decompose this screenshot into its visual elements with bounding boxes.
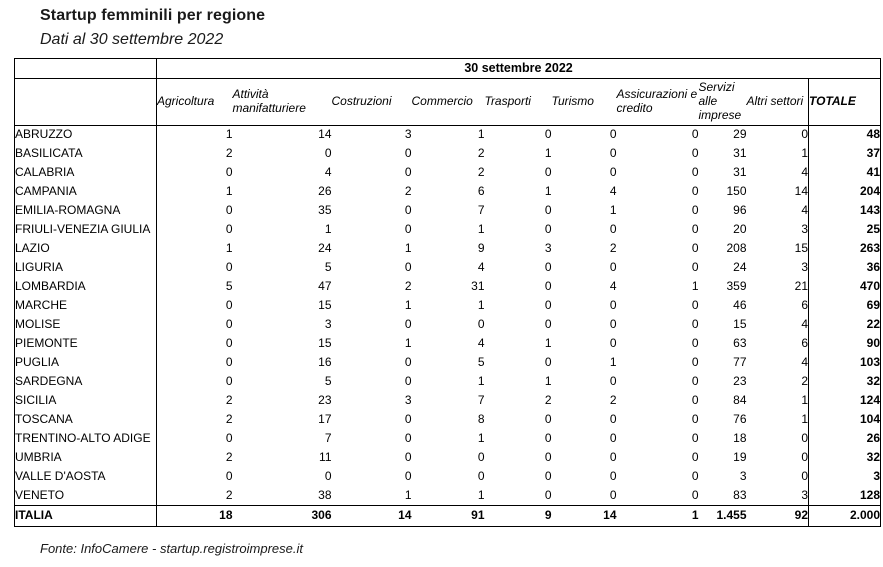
table-cell: 128 [809, 487, 881, 506]
table-cell: 0 [404, 412, 412, 427]
table-cell: 3 [404, 393, 412, 408]
table-cell: 143 [809, 202, 881, 221]
column-header: TOTALE [809, 79, 881, 126]
table-cell: 3 [404, 127, 412, 142]
table-cell: 470 [809, 278, 881, 297]
column-header: Agricoltura [157, 79, 233, 126]
table-cell: 1 [404, 336, 412, 351]
table-cell: 2 [225, 487, 233, 502]
table-cell: 25 [809, 221, 881, 240]
table-cell: 1 [225, 241, 233, 256]
table-cell: 1 [324, 222, 332, 237]
total-cell: 9 [485, 506, 552, 527]
region-label: LIGURIA [15, 259, 157, 278]
table-row [15, 297, 881, 316]
table-cell: 0 [609, 412, 617, 427]
table-cell: 0 [691, 487, 699, 502]
table-cell: 0 [691, 450, 699, 465]
table-cell: 0 [404, 222, 412, 237]
table-cell: 1 [609, 203, 617, 218]
table-row [15, 164, 881, 183]
table-cell: 103 [809, 354, 881, 373]
table-cell: 0 [404, 317, 412, 332]
table-cell: 4 [477, 260, 485, 275]
region-label: TRENTINO-ALTO ADIGE [15, 430, 157, 449]
table-cell: 0 [609, 222, 617, 237]
page-title: Startup femminili per regione [40, 7, 266, 24]
table-cell: 15 [733, 317, 747, 332]
table-cell: 5 [324, 260, 332, 275]
table-cell: 0 [225, 374, 233, 389]
table-cell: 11 [319, 450, 332, 465]
table-cell: 36 [809, 259, 881, 278]
table-cell: 9 [477, 241, 485, 256]
table-cell: 17 [318, 412, 332, 427]
table-cell: 0 [225, 260, 233, 275]
column-header: Trasporti [485, 79, 552, 126]
table-cell: 0 [691, 393, 699, 408]
table-cell: 1 [544, 184, 552, 199]
table-cell: 0 [691, 203, 699, 218]
table-cell: 5 [225, 279, 233, 294]
total-cell: 1 [617, 506, 699, 527]
table-cell: 24 [733, 260, 747, 275]
total-cell: 91 [412, 506, 485, 527]
table-cell: 31 [733, 165, 747, 180]
table-row [15, 126, 881, 145]
table-cell: 0 [801, 450, 808, 465]
region-label: PIEMONTE [15, 335, 157, 354]
table-cell: 0 [225, 355, 233, 370]
table-row [15, 183, 881, 202]
table-cell: 14 [318, 127, 332, 142]
region-label: MOLISE [15, 316, 157, 335]
table-cell: 0 [477, 469, 485, 484]
table-cell: 0 [324, 146, 332, 161]
table-cell: 1 [691, 279, 699, 294]
table-cell: 26 [809, 430, 881, 449]
table-cell: 23 [318, 393, 332, 408]
table-cell: 24 [318, 241, 332, 256]
total-cell: 306 [233, 506, 332, 527]
table-cell: 0 [691, 469, 699, 484]
table-cell: 3 [739, 469, 747, 484]
table-cell: 76 [733, 412, 747, 427]
table-cell: 35 [318, 203, 332, 218]
table-cell: 0 [609, 127, 617, 142]
region-label: PUGLIA [15, 354, 157, 373]
table-cell: 3 [324, 317, 332, 332]
table-cell: 1 [544, 146, 552, 161]
table-cell: 0 [544, 487, 552, 502]
table-cell: 83 [733, 487, 747, 502]
columns-row [15, 79, 881, 126]
table-cell: 0 [609, 260, 617, 275]
column-header: Assicurazioni e credito [617, 79, 699, 126]
table-cell: 0 [609, 431, 617, 446]
table-cell: 0 [404, 165, 412, 180]
table-cell: 0 [544, 355, 552, 370]
table-cell: 20 [733, 222, 747, 237]
table-cell: 0 [544, 279, 552, 294]
table-cell: 46 [733, 298, 747, 313]
table-cell: 0 [691, 355, 699, 370]
total-cell: 2.000 [809, 506, 881, 527]
table-cell: 0 [225, 431, 233, 446]
table-cell: 0 [691, 222, 699, 237]
table-cell: 0 [404, 469, 412, 484]
table-row [15, 373, 881, 392]
table-cell: 0 [225, 317, 233, 332]
table-cell: 2 [225, 393, 233, 408]
table-cell: 4 [609, 279, 617, 294]
table-cell: 0 [609, 469, 617, 484]
region-label: TOSCANA [15, 411, 157, 430]
table-cell: 63 [733, 336, 747, 351]
table-cell: 1 [801, 412, 808, 427]
table-cell: 0 [404, 260, 412, 275]
table-row [15, 221, 881, 240]
table-cell: 22 [809, 316, 881, 335]
table-row [15, 468, 881, 487]
table-row [15, 430, 881, 449]
table-cell: 7 [324, 431, 332, 446]
table-cell: 47 [318, 279, 332, 294]
table-cell: 0 [609, 317, 617, 332]
table-cell: 7 [477, 203, 485, 218]
table-cell: 4 [801, 165, 808, 180]
region-label: LOMBARDIA [15, 278, 157, 297]
table-cell: 4 [477, 336, 485, 351]
table-cell: 0 [404, 374, 412, 389]
total-cell: 14 [332, 506, 412, 527]
table-cell: 0 [404, 355, 412, 370]
table-cell: 1 [801, 393, 808, 408]
table-cell: 1 [404, 487, 412, 502]
table-cell: 0 [691, 127, 699, 142]
table-cell: 0 [691, 431, 699, 446]
table-cell: 0 [609, 450, 617, 465]
table-cell: 15 [794, 241, 808, 256]
table-cell: 0 [691, 146, 699, 161]
table-cell: 2 [404, 184, 412, 199]
table-cell: 1 [477, 431, 485, 446]
table-row [15, 335, 881, 354]
table-cell: 0 [225, 222, 233, 237]
region-label: BASILICATA [15, 145, 157, 164]
table-cell: 0 [691, 260, 699, 275]
table-cell: 0 [544, 450, 552, 465]
table-cell: 2 [225, 146, 233, 161]
table-cell: 84 [733, 393, 747, 408]
table-cell: 1 [477, 298, 485, 313]
column-header: Commercio [412, 79, 485, 126]
total-cell: 18 [157, 506, 233, 527]
total-cell: 14 [552, 506, 617, 527]
table-cell: 0 [477, 450, 485, 465]
table-cell: 0 [544, 165, 552, 180]
table-cell: 2 [225, 450, 233, 465]
table-cell: 6 [477, 184, 485, 199]
region-label: CALABRIA [15, 164, 157, 183]
table-cell: 7 [477, 393, 485, 408]
column-header: Attività manifatturiere [233, 79, 332, 126]
table-cell: 4 [801, 317, 808, 332]
table-cell: 0 [609, 487, 617, 502]
table-cell: 0 [691, 298, 699, 313]
table-cell: 4 [801, 203, 808, 218]
source-note: Fonte: InfoCamere - startup.registroimprese.it [40, 541, 303, 556]
table-cell: 96 [733, 203, 747, 218]
table-cell: 6 [801, 298, 808, 313]
region-column-header [15, 79, 157, 126]
total-cell: 92 [747, 506, 809, 527]
table-cell: 0 [404, 450, 412, 465]
date-header: 30 settembre 2022 [157, 59, 881, 79]
table-cell: 0 [801, 127, 808, 142]
table-cell: 32 [809, 373, 881, 392]
table-cell: 1 [544, 374, 552, 389]
region-label: UMBRIA [15, 449, 157, 468]
corner-cell [15, 59, 157, 79]
table-cell: 5 [324, 374, 332, 389]
region-label: ABRUZZO [15, 126, 157, 145]
table-cell: 1 [609, 355, 617, 370]
table-cell: 2 [225, 412, 233, 427]
table-cell: 2 [609, 241, 617, 256]
table-cell: 2 [801, 374, 808, 389]
table-cell: 29 [733, 127, 747, 142]
table-cell: 6 [801, 336, 808, 351]
table-cell: 0 [544, 317, 552, 332]
page-subtitle: Dati al 30 settembre 2022 [40, 31, 224, 48]
table-cell: 0 [544, 127, 552, 142]
table-cell: 69 [809, 297, 881, 316]
table-cell: 37 [809, 145, 881, 164]
table-cell: 0 [477, 317, 485, 332]
table-cell: 104 [809, 411, 881, 430]
table-row [15, 259, 881, 278]
table-cell: 150 [726, 184, 747, 199]
column-header: Servizi alle imprese [699, 79, 747, 126]
region-label: SARDEGNA [15, 373, 157, 392]
table-cell: 0 [691, 165, 699, 180]
table-row [15, 316, 881, 335]
table-cell: 0 [404, 431, 412, 446]
table-cell: 26 [318, 184, 332, 199]
table-cell: 0 [544, 431, 552, 446]
table-cell: 1 [225, 184, 233, 199]
table-cell: 0 [225, 336, 233, 351]
startup-table [14, 58, 881, 527]
region-label: MARCHE [15, 297, 157, 316]
date-header-row [15, 59, 881, 79]
table-cell: 77 [733, 355, 747, 370]
table-cell: 0 [691, 241, 699, 256]
table-cell: 0 [544, 469, 552, 484]
table-cell: 21 [794, 279, 808, 294]
table-cell: 1 [477, 374, 485, 389]
region-label: CAMPANIA [15, 183, 157, 202]
column-header: Altri settori [747, 79, 809, 126]
table-cell: 0 [609, 374, 617, 389]
table-cell: 208 [726, 241, 747, 256]
table-cell: 90 [809, 335, 881, 354]
table-cell: 1 [477, 222, 485, 237]
table-cell: 23 [733, 374, 747, 389]
table-cell: 1 [225, 127, 233, 142]
table-cell: 2 [404, 279, 412, 294]
total-region-label: ITALIA [15, 506, 157, 527]
table-cell: 15 [318, 336, 332, 351]
table-row [15, 487, 881, 506]
table-cell: 2 [477, 165, 485, 180]
region-label: VALLE D'AOSTA [15, 468, 157, 487]
table-row [15, 145, 881, 164]
table-cell: 15 [318, 298, 332, 313]
table-cell: 3 [801, 222, 808, 237]
table-cell: 0 [691, 336, 699, 351]
table-row [15, 392, 881, 411]
table-cell: 41 [809, 164, 881, 183]
table-cell: 0 [404, 203, 412, 218]
table-cell: 0 [609, 165, 617, 180]
table-cell: 0 [691, 374, 699, 389]
table-cell: 0 [544, 298, 552, 313]
table-cell: 1 [404, 241, 412, 256]
table-row [15, 411, 881, 430]
table-row [15, 278, 881, 297]
table-cell: 8 [477, 412, 485, 427]
table-cell: 3 [809, 468, 881, 487]
table-cell: 18 [733, 431, 747, 446]
table-cell: 0 [609, 146, 617, 161]
table-row [15, 449, 881, 468]
table-cell: 204 [809, 183, 881, 202]
table-cell: 2 [609, 393, 617, 408]
table-cell: 4 [324, 165, 332, 180]
table-cell: 359 [726, 279, 747, 294]
table-cell: 3 [801, 260, 808, 275]
table-cell: 31 [471, 279, 485, 294]
table-cell: 0 [544, 260, 552, 275]
table-cell: 0 [225, 298, 233, 313]
table-cell: 0 [404, 146, 412, 161]
table-cell: 1 [477, 487, 485, 502]
table-cell: 263 [809, 240, 881, 259]
region-label: SICILIA [15, 392, 157, 411]
table-cell: 0 [225, 469, 233, 484]
table-cell: 38 [318, 487, 332, 502]
region-label: VENETO [15, 487, 157, 506]
table-cell: 1 [801, 146, 808, 161]
table-cell: 19 [733, 450, 747, 465]
table-cell: 5 [477, 355, 485, 370]
table-cell: 0 [544, 203, 552, 218]
table-cell: 0 [544, 412, 552, 427]
table-cell: 0 [801, 469, 808, 484]
table-body [15, 126, 881, 506]
table-cell: 1 [544, 336, 552, 351]
table-cell: 1 [477, 127, 485, 142]
table-cell: 0 [609, 298, 617, 313]
table-cell: 0 [609, 336, 617, 351]
table-cell: 0 [691, 184, 699, 199]
column-header: Turismo [552, 79, 617, 126]
table-cell: 14 [794, 184, 808, 199]
table-cell: 16 [318, 355, 332, 370]
table-cell: 3 [544, 241, 552, 256]
region-label: FRIULI-VENEZIA GIULIA [15, 221, 157, 240]
table-cell: 0 [225, 165, 233, 180]
total-cell: 1.455 [699, 506, 747, 527]
table-row [15, 354, 881, 373]
table-cell: 0 [691, 317, 699, 332]
table-cell: 3 [801, 487, 808, 502]
column-header: Costruzioni [332, 79, 412, 126]
region-label: EMILIA-ROMAGNA [15, 202, 157, 221]
table-cell: 2 [477, 146, 485, 161]
table-cell: 0 [801, 431, 808, 446]
table-cell: 32 [809, 449, 881, 468]
table-cell: 124 [809, 392, 881, 411]
table-cell: 48 [809, 126, 881, 145]
table-cell: 1 [404, 298, 412, 313]
region-label: LAZIO [15, 240, 157, 259]
table-cell: 4 [609, 184, 617, 199]
total-row [15, 506, 881, 527]
table-cell: 0 [225, 203, 233, 218]
table-cell: 31 [733, 146, 747, 161]
table-cell: 0 [544, 222, 552, 237]
table-cell: 2 [544, 393, 552, 408]
table-cell: 0 [324, 469, 332, 484]
table-row [15, 240, 881, 259]
table-cell: 0 [691, 412, 699, 427]
table-row [15, 202, 881, 221]
table-cell: 4 [801, 355, 808, 370]
